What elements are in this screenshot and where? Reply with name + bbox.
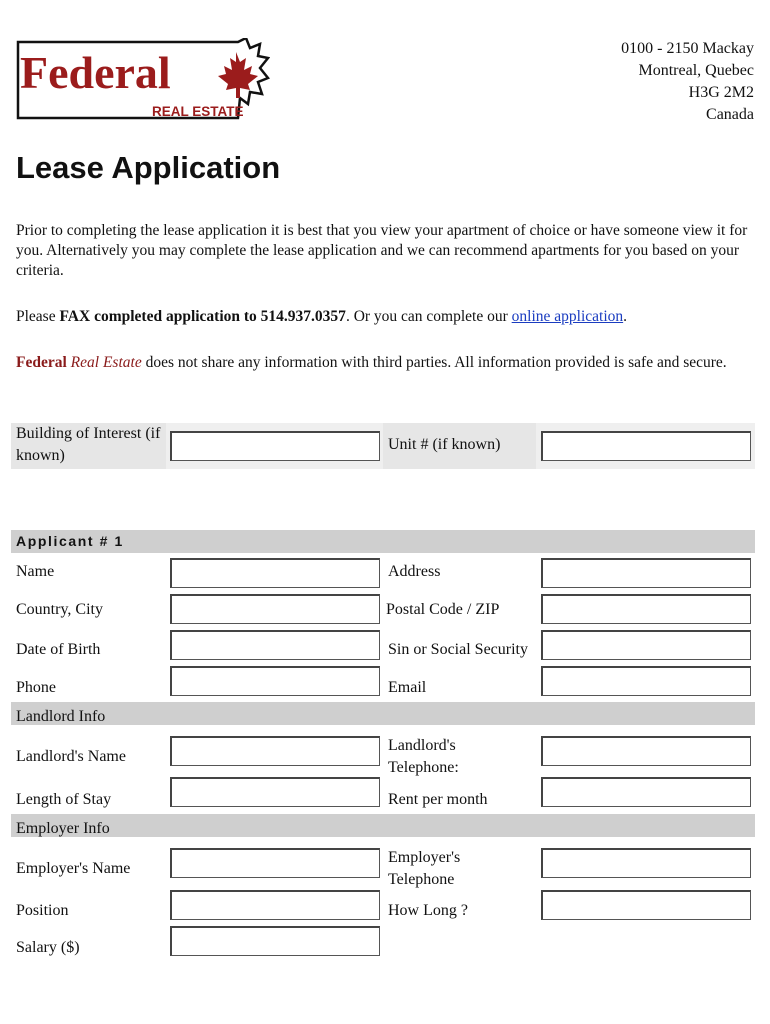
fax-number-text: FAX completed application to 514.937.0357 <box>59 308 346 325</box>
employer-telephone-input[interactable] <box>541 848 751 878</box>
svg-text:Federal: Federal <box>20 47 171 98</box>
position-input[interactable] <box>170 890 380 920</box>
fax-middle: . Or you can complete our <box>345 308 512 325</box>
address-line: 0100 - 2150 Mackay <box>621 40 754 57</box>
building-input[interactable] <box>170 431 380 461</box>
address-line: Canada <box>706 106 754 123</box>
phone-label: Phone <box>16 679 56 696</box>
address-line: Montreal, Quebec <box>638 62 754 79</box>
rent-label: Rent per month <box>388 791 488 808</box>
brand-federal: Federal <box>16 354 67 371</box>
employer-section-bar <box>11 814 755 837</box>
rent-input[interactable] <box>541 777 751 807</box>
landlord-telephone-label: Landlord's Telephone: <box>388 737 459 776</box>
postal-code-input[interactable] <box>541 594 751 624</box>
privacy-paragraph <box>16 353 756 373</box>
sin-input[interactable] <box>541 630 751 660</box>
fax-suffix: . <box>623 308 628 325</box>
salary-input[interactable] <box>170 926 380 956</box>
country-city-label: Country, City <box>16 601 103 618</box>
email-input[interactable] <box>541 666 751 696</box>
employer-section-title: Employer Info <box>16 820 110 837</box>
landlord-telephone-input[interactable] <box>541 736 751 766</box>
landlord-section-title: Landlord Info <box>16 708 106 725</box>
position-label: Position <box>16 902 69 919</box>
landlord-name-label: Landlord's Name <box>16 748 126 765</box>
email-label: Email <box>388 679 427 696</box>
phone-input[interactable] <box>170 666 380 696</box>
postal-code-label: Postal Code / ZIP <box>386 601 500 618</box>
landlord-section-bar <box>11 702 755 725</box>
privacy-text: does not share any information with third parties. All information provided is safe and secure. <box>141 354 727 371</box>
unit-input[interactable] <box>541 431 751 461</box>
country-city-input[interactable] <box>170 594 380 624</box>
company-address <box>621 38 754 126</box>
salary-label: Salary ($) <box>16 939 80 956</box>
name-label: Name <box>16 563 55 580</box>
unit-label: Unit # (if known) <box>388 436 501 453</box>
landlord-name-input[interactable] <box>170 736 380 766</box>
intro-paragraph: Prior to completing the lease application it is best that you view your apartment of choice or have someone view it for you. Alternatively you may complete the lease application and we can recommend apartments for you based on your criteria. <box>16 222 748 279</box>
employer-name-label: Employer's Name <box>16 860 131 877</box>
length-of-stay-input[interactable] <box>170 777 380 807</box>
brand-real-estate: Real Estate <box>70 354 142 371</box>
page-title: Lease Application <box>16 150 281 185</box>
address-line: H3G 2M2 <box>688 84 754 101</box>
federal-real-estate-logo <box>14 38 270 122</box>
applicant-section-title: Applicant # 1 <box>16 533 124 549</box>
fax-prefix: Please <box>16 308 60 325</box>
how-long-input[interactable] <box>541 890 751 920</box>
employer-name-input[interactable] <box>170 848 380 878</box>
how-long-label: How Long ? <box>388 902 468 919</box>
fax-paragraph <box>16 307 756 327</box>
dob-input[interactable] <box>170 630 380 660</box>
sin-label: Sin or Social Security <box>388 641 528 658</box>
employer-telephone-label: Employer's Telephone <box>388 849 461 888</box>
logo-subtitle: REAL ESTATE <box>152 104 244 119</box>
address-label: Address <box>388 563 441 580</box>
length-of-stay-label: Length of Stay <box>16 791 112 808</box>
name-input[interactable] <box>170 558 380 588</box>
dob-label: Date of Birth <box>16 641 101 658</box>
online-application-link[interactable]: online application <box>511 308 624 325</box>
building-label: Building of Interest (if known) <box>16 425 161 464</box>
address-input[interactable] <box>541 558 751 588</box>
